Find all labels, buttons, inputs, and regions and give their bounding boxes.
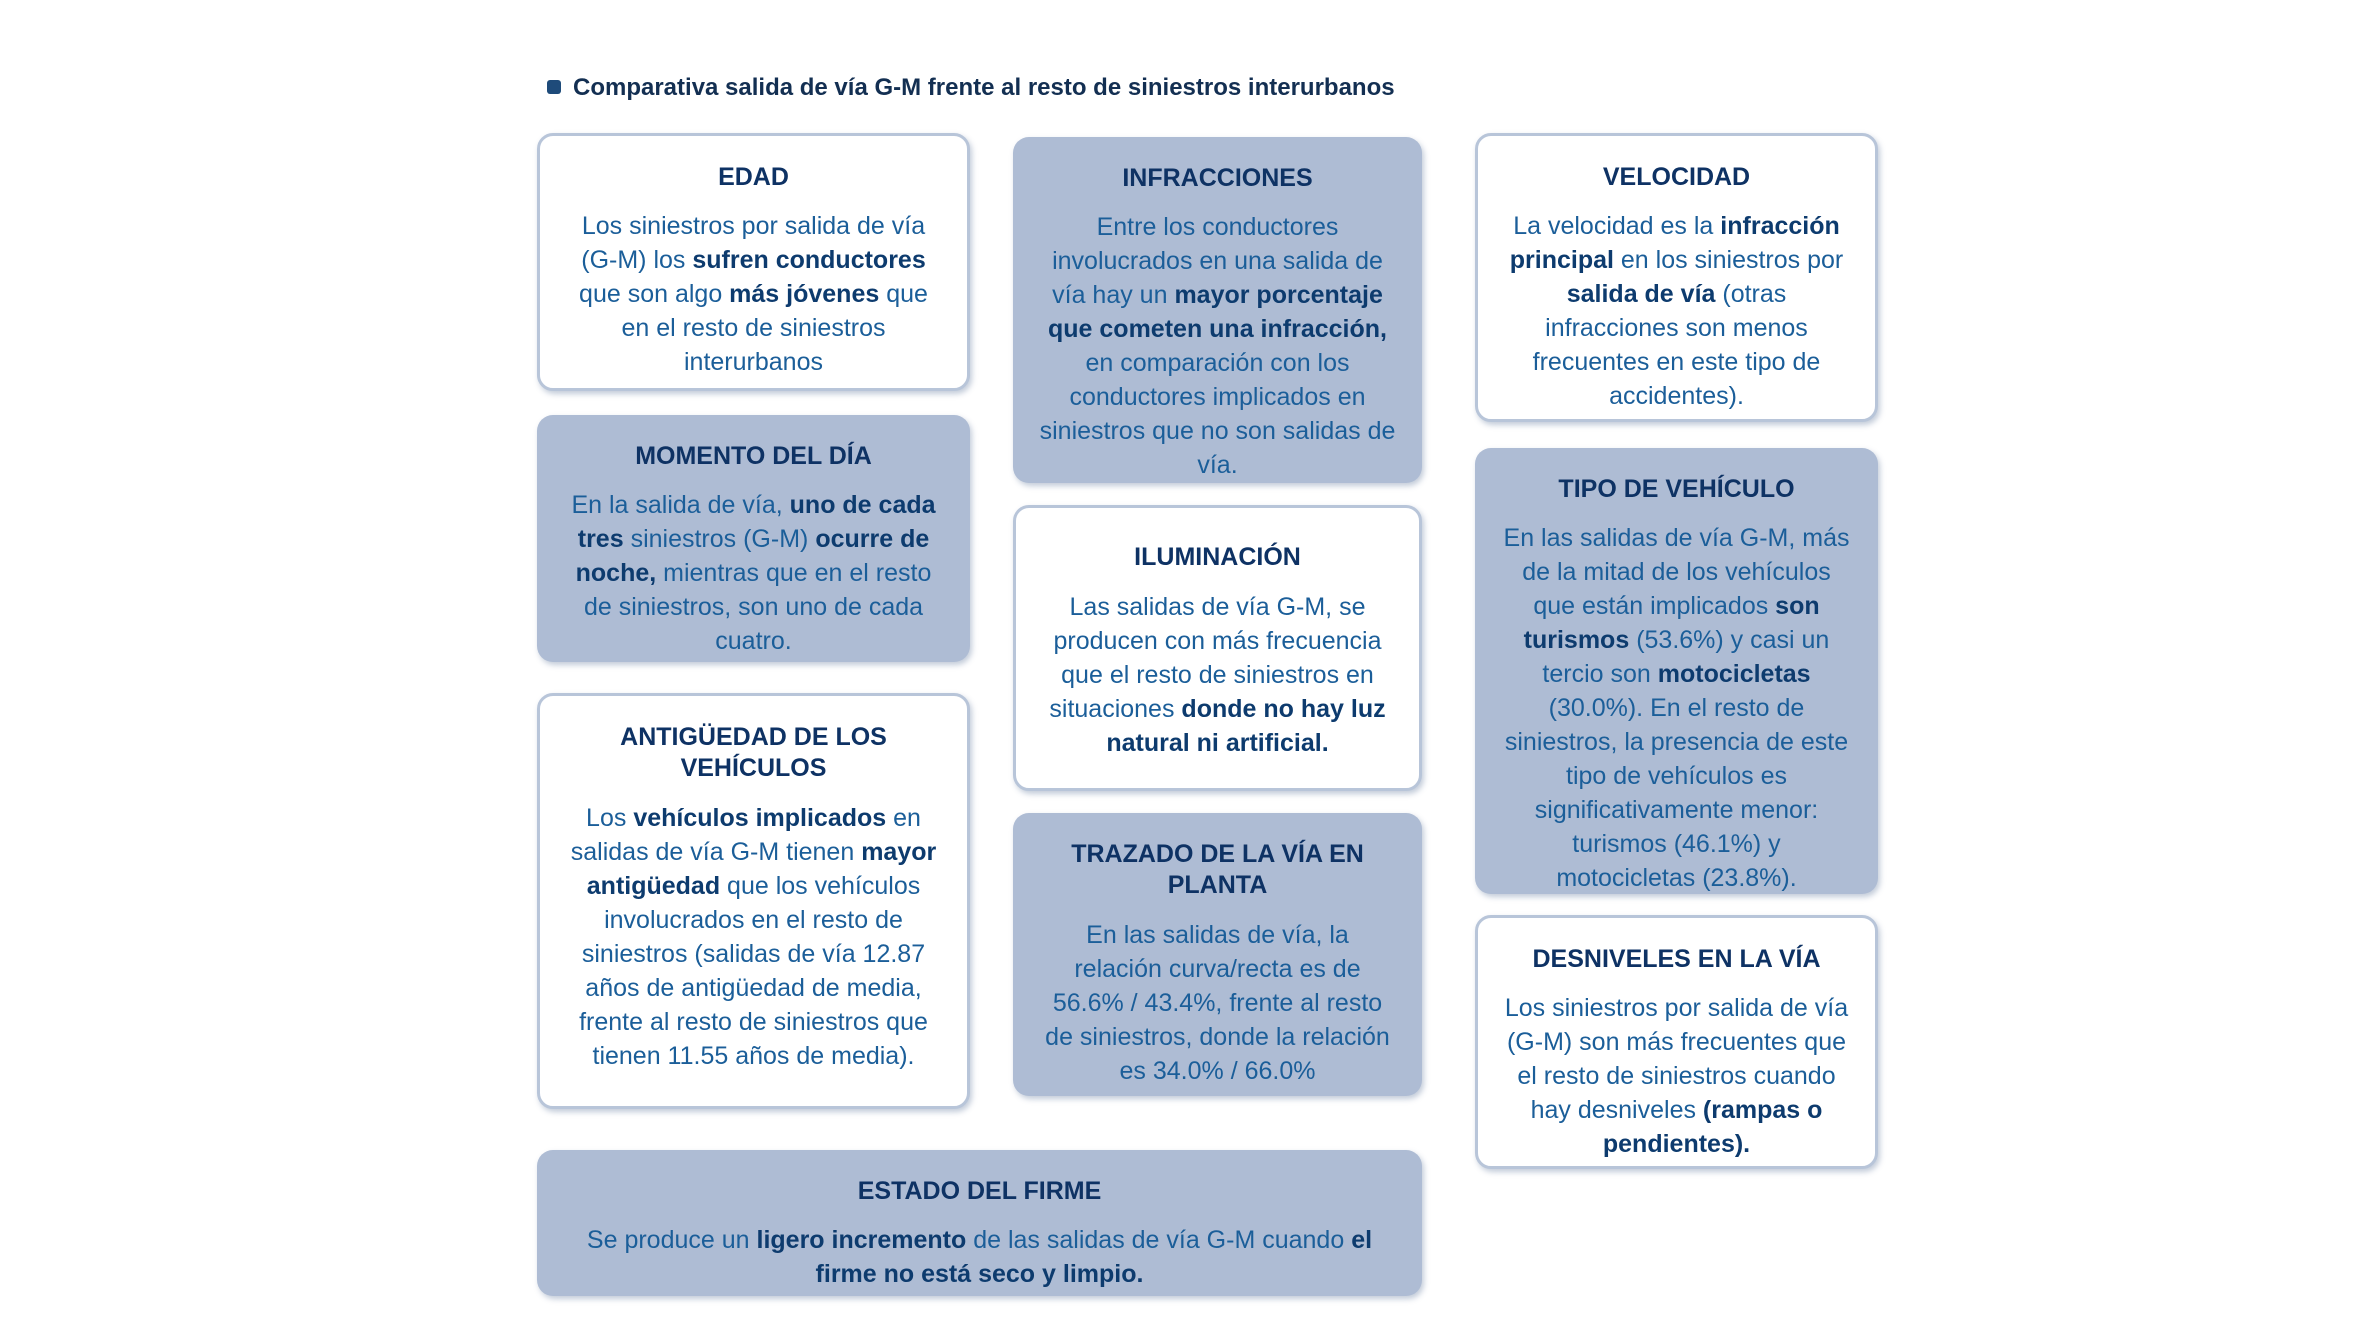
card-body: En las salidas de vía, la relación curva/recta es de 56.6% / 43.4%, frente al resto de siniestros, donde la relación es 34.0% / 66.0% bbox=[1045, 920, 1390, 1085]
card-estado-del-firme bbox=[537, 1150, 1422, 1296]
card-body: Los siniestros por salida de vía (G-M) son más frecuentes que el resto de siniestros cuando hay desniveles (rampas o pendientes). bbox=[1504, 994, 1849, 1159]
card-body: Se produce un ligero incremento de las salidas de vía G-M cuando el firme no está seco y limpio. bbox=[586, 1226, 1373, 1289]
card-trazado-via-planta bbox=[1013, 813, 1422, 1096]
card-body: En las salidas de vía G-M, más de la mitad de los vehículos que están implicados son turismos (53.6%) y casi un tercio son motocicletas (30.0%). En el resto de siniestros, la presencia de este tipo de vehículos es significativamente menor: turismos (46.1%) y motocicletas (23.8%). bbox=[1503, 524, 1850, 893]
card-body: Los siniestros por salida de vía (G-M) los sufren conductores que son algo más jóvenes que en el resto de siniestros interurbanos bbox=[579, 212, 928, 377]
card-desniveles-via bbox=[1475, 915, 1878, 1169]
card-title: TIPO DE VEHÍCULO bbox=[1558, 475, 1795, 503]
card-title: ESTADO DEL FIRME bbox=[857, 1177, 1102, 1205]
card-edad bbox=[537, 133, 970, 391]
card-title: VELOCIDAD bbox=[1602, 163, 1751, 191]
card-body: La velocidad es la infracción principal en los siniestros por salida de vía (otras infracciones son menos frecuentes en este tipo de accidentes). bbox=[1509, 212, 1844, 411]
card-title: TRAZADO DE LA VÍA EN PLANTA bbox=[1071, 840, 1364, 900]
card-title: ANTIGÜEDAD DE LOS VEHÍCULOS bbox=[620, 723, 887, 783]
section-heading-text: Comparativa salida de vía G-M frente al resto de siniestros interurbanos bbox=[573, 74, 1395, 101]
card-title: EDAD bbox=[718, 163, 789, 191]
card-body: Entre los conductores involucrados en una salida de vía hay un mayor porcentaje que cometen una infracción, en comparación con los conductores implicados en siniestros que no son salidas de vía. bbox=[1039, 213, 1396, 480]
card-title: INFRACCIONES bbox=[1122, 164, 1313, 192]
card-tipo-de-vehiculo bbox=[1475, 448, 1878, 894]
card-iluminacion bbox=[1013, 505, 1422, 791]
card-title: MOMENTO DEL DÍA bbox=[635, 442, 872, 470]
card-infracciones bbox=[1013, 137, 1422, 483]
card-antiguedad-vehiculos bbox=[537, 693, 970, 1109]
card-velocidad bbox=[1475, 133, 1878, 422]
card-title: ILUMINACIÓN bbox=[1134, 543, 1301, 572]
card-title: DESNIVELES EN LA VÍA bbox=[1532, 945, 1821, 973]
square-bullet-icon bbox=[547, 80, 561, 94]
section-heading bbox=[547, 74, 1395, 102]
card-body: En la salida de vía, uno de cada tres siniestros (G-M) ocurre de noche, mientras que en el resto de siniestros, son uno de cada cuatro. bbox=[571, 491, 936, 656]
card-body: Los vehículos implicados en salidas de vía G-M tienen mayor antigüedad que los vehículos involucrados en el resto de siniestros (salidas de vía 12.87 años de antigüedad de media, frente al resto de siniestros que tienen 11.55 años de media). bbox=[570, 803, 937, 1070]
card-momento-del-dia bbox=[537, 415, 970, 662]
card-body: Las salidas de vía G-M, se producen con más frecuencia que el resto de siniestros en situaciones donde no hay luz natural ni artificial. bbox=[1049, 592, 1386, 757]
